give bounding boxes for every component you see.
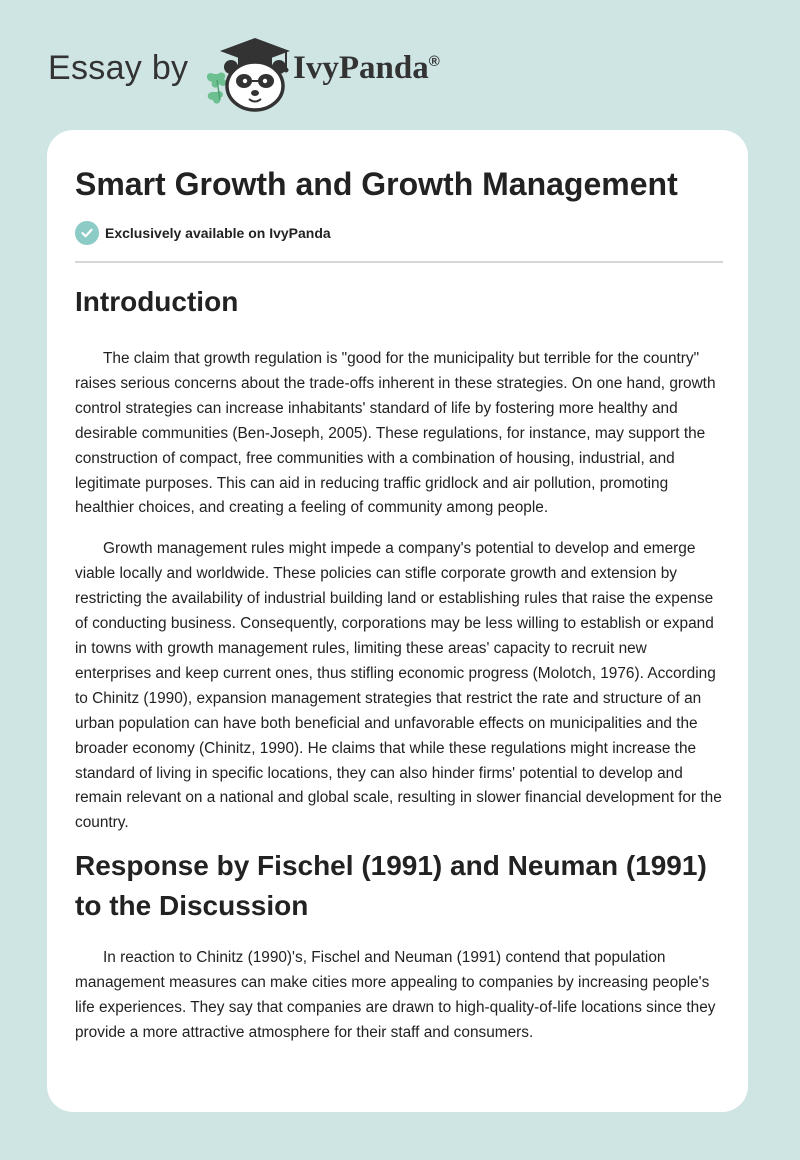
essay-by-label: Essay by	[48, 49, 189, 87]
section-heading-introduction: Introduction	[75, 286, 239, 317]
panda-logo-icon[interactable]	[200, 34, 294, 114]
section-heading-response: Response by Fischel (1991) and Neuman (1991) to the Discussion	[75, 850, 707, 922]
page-title: Smart Growth and Growth Management	[75, 166, 678, 202]
paragraph: The claim that growth regulation is "good for the municipality but terrible for the country" raises serious concerns about the trade-offs inherent in these strategies. On one hand, growth control strategies can increase inhabitants' standard of life by fostering more healthy and desirable communities (Ben-Joseph, 2005). These regulations, for instance, may support the construction of compact, free communities with a combination of housing, industrial, and legitimate purposes. This can aid in reducing traffic gridlock and air pollution, promoting healthier choices, and creating a feeling of community among people.	[75, 350, 716, 517]
exclusive-badge-text: Exclusively available on IvyPanda	[105, 225, 331, 241]
paragraph: In reaction to Chinitz (1990)'s, Fischel and Neuman (1991) contend that population management measures can make cities more appealing to companies by increasing people's life experiences. They say that companies are drawn to high-quality-of-life locations since they provide a more attractive atmosphere for their staff and consumers.	[75, 949, 716, 1041]
title-divider	[75, 261, 723, 263]
site-header	[0, 0, 800, 130]
exclusive-badge	[75, 220, 331, 246]
checkmark-icon	[75, 221, 99, 245]
essay-card	[47, 130, 748, 1112]
brand-name[interactable]: IvyPanda®	[293, 50, 440, 86]
registered-mark: ®	[428, 53, 440, 70]
paragraph: Growth management rules might impede a company's potential to develop and emerge viable locally and worldwide. These policies can stifle corporate growth and extension by restricting the availability of industrial building land or establishing rules that raise the expense of conducting business. Consequently, corporations may be less willing to establish or expand in towns with growth management rules, limiting these areas' capacity to recruit new enterprises and keep current ones, thus stifling economic progress (Molotch, 1976). According to Chinitz (1990), expansion management strategies that restrict the rate and structure of an urban population can have both beneficial and unfavorable effects on municipalities and the broader economy (Chinitz, 1990). He claims that while these regulations might increase the standard of living in specific locations, they can also hinder firms' potential to develop and remain relevant on a national and global scale, resulting in slower financial development for the country.	[75, 540, 722, 832]
ivy-leaf-icon	[207, 73, 227, 104]
essay-body	[75, 280, 723, 1046]
